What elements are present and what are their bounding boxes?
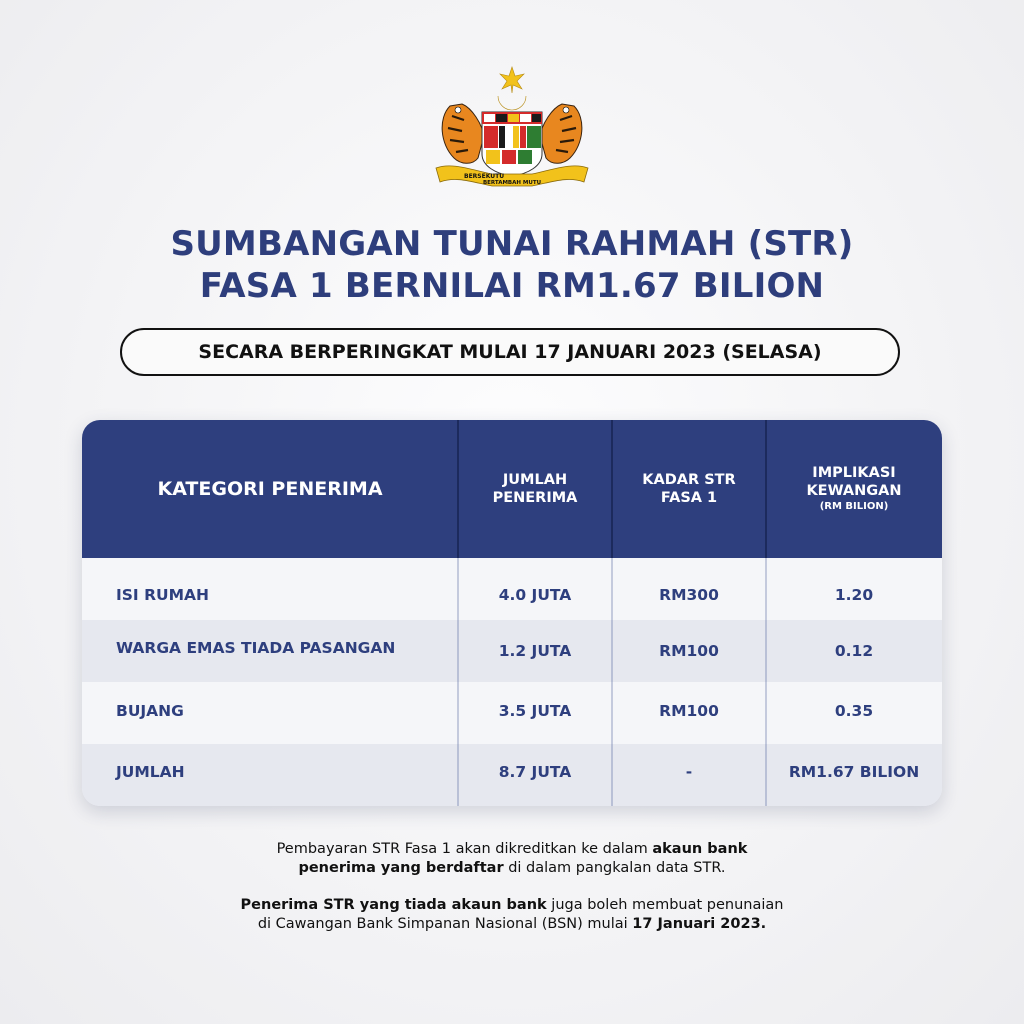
- cell-impact: 0.35: [834, 702, 874, 720]
- cell-recipients: 4.0 JUTA: [498, 586, 572, 604]
- header-impact: IMPLIKASI KEWANGAN (RM BILION): [806, 465, 902, 512]
- cell-category: ISI RUMAH: [116, 586, 210, 604]
- row-jumlah: [82, 741, 942, 803]
- note-paragraph-2: Penerima STR yang tiada akaun bank juga boleh membuat penunaian di Cawangan Bank Simpanan Nasional (BSN) mulai 17 Januari 2023.: [240, 897, 784, 932]
- svg-text:BERTAMBAH MUTU: BERTAMBAH MUTU: [482, 180, 542, 186]
- header-recipients: JUMLAH PENERIMA: [492, 472, 578, 506]
- cell-recipients: 3.5 JUTA: [498, 702, 572, 720]
- cell-recipients: 8.7 JUTA: [498, 763, 572, 781]
- row-warga-emas: [82, 617, 942, 679]
- column-divider: [765, 420, 767, 558]
- column-divider: [611, 420, 613, 558]
- row-bujang: [82, 680, 942, 742]
- column-divider: [457, 420, 459, 558]
- coat-of-arms-icon: [432, 66, 592, 192]
- page-title-line-2: FASA 1 BERNILAI RM1.67 BILION: [199, 266, 825, 306]
- date-banner-text: SECARA BERPERINGKAT MULAI 17 JANUARI 2023 (SELASA): [198, 341, 822, 363]
- header-category: KATEGORI PENERIMA: [157, 478, 383, 500]
- cell-impact: RM1.67 BILION: [788, 763, 920, 781]
- recipient-table: [82, 420, 942, 806]
- cell-rate: RM100: [659, 702, 719, 720]
- page-title-line-1: SUMBANGAN TUNAI RAHMAH (STR): [170, 224, 854, 264]
- table-header: [82, 420, 942, 558]
- cell-category: JUMLAH: [116, 763, 185, 781]
- cell-rate: -: [685, 763, 693, 781]
- svg-text:BERSEKUTU: BERSEKUTU: [464, 173, 505, 180]
- note-paragraph-1: Pembayaran STR Fasa 1 akan dikreditkan ke dalam akaun bank penerima yang berdaftar di dalam pangkalan data STR.: [276, 841, 748, 876]
- date-banner: [120, 328, 900, 376]
- header-rate: KADAR STR FASA 1: [642, 472, 736, 506]
- cell-recipients: 1.2 JUTA: [498, 642, 572, 660]
- cell-impact: 0.12: [834, 642, 874, 660]
- cell-category: BUJANG: [116, 702, 184, 720]
- cell-rate: RM100: [659, 642, 719, 660]
- cell-impact: 1.20: [834, 586, 874, 604]
- cell-category: WARGA EMAS TIADA PASANGAN: [116, 639, 396, 657]
- cell-rate: RM300: [659, 586, 719, 604]
